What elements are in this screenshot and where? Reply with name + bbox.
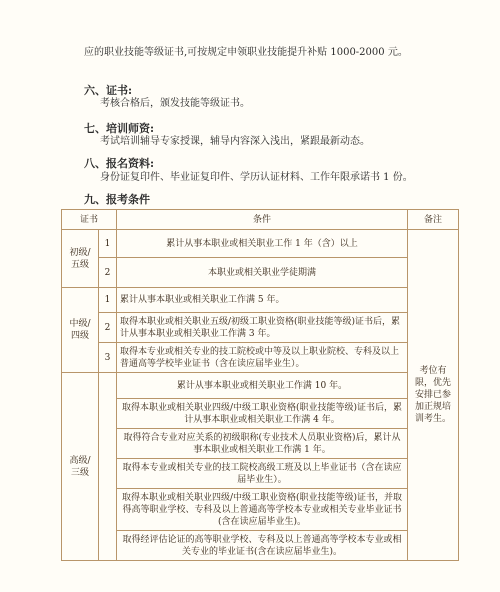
table-row bbox=[62, 399, 459, 429]
condition-cell: 取得本职业或相关职业五级/初级工职业资格(职业技能等级)证书后，累计从事本职业或相关职业工作满 3 年。 bbox=[117, 313, 408, 343]
requirements-table bbox=[61, 209, 459, 561]
table-row bbox=[62, 343, 459, 373]
level-intermediate: 中级/四级 bbox=[62, 288, 99, 373]
section-materials-text: 身份证复印件、毕业证复印件、学历认证材料、工作年限承诺书 1 份。 bbox=[100, 172, 413, 183]
intro-text: 应的职业技能等级证书,可按规定申领职业技能提升补贴 1000-2000 元。 bbox=[84, 47, 408, 58]
section-materials-title: 八、报名资料: bbox=[84, 157, 155, 170]
row-number bbox=[99, 373, 117, 561]
condition-cell: 取得符合专业对应关系的初级职称(专业技术人员职业资格)后，累计从事本职业或相关职业工作满 1 年。 bbox=[117, 429, 408, 459]
table-row bbox=[62, 459, 459, 489]
table-row bbox=[62, 373, 459, 399]
section-certificate-text: 考核合格后，颁发技能等级证书。 bbox=[100, 98, 250, 109]
row-number: 3 bbox=[99, 343, 117, 373]
table-row bbox=[62, 531, 459, 561]
condition-cell: 取得本专业或相关专业的技工院校或中等及以上职业院校、专科及以上普通高等学校毕业证书（含在读应届毕业生）。 bbox=[117, 343, 408, 373]
header-note: 备注 bbox=[408, 210, 459, 230]
condition-cell: 累计从事本职业或相关职业工作满 10 年。 bbox=[117, 373, 408, 399]
condition-cell: 本职业或相关职业学徒期满 bbox=[117, 258, 408, 288]
condition-cell: 累计从事本职业或相关职业工作 1 年（含）以上 bbox=[117, 230, 408, 258]
condition-cell: 取得本职业或相关职业四级/中级工职业资格(职业技能等级)证书，并取得高等职业学校、专科及以上普通高等学校本专业或相关专业毕业证书(含在读应届毕业生)。 bbox=[117, 489, 408, 531]
table-row bbox=[62, 230, 459, 258]
note-cell: 考位有限，优先安排已参加正规培训考生。 bbox=[408, 230, 459, 561]
row-number: 2 bbox=[99, 258, 117, 288]
section-certificate-title: 六、证书: bbox=[84, 84, 133, 97]
table-row bbox=[62, 313, 459, 343]
section-teachers-title: 七、培训师资: bbox=[84, 122, 155, 135]
table-header-row bbox=[62, 210, 459, 230]
condition-cell: 取得本专业或相关专业的技工院校高级工班及以上毕业证书（含在读应届毕业生）。 bbox=[117, 459, 408, 489]
table-row bbox=[62, 288, 459, 313]
level-senior: 高级/三级 bbox=[62, 373, 99, 561]
table-row bbox=[62, 489, 459, 531]
section-requirements-title: 九、报考条件 bbox=[84, 193, 150, 206]
table-row bbox=[62, 258, 459, 288]
header-cert: 证书 bbox=[62, 210, 117, 230]
row-number: 1 bbox=[99, 288, 117, 313]
section-teachers-text: 考试培训辅导专家授课，辅导内容深入浅出，紧跟最新动态。 bbox=[100, 136, 370, 147]
header-condition: 条件 bbox=[117, 210, 408, 230]
row-number: 2 bbox=[99, 313, 117, 343]
level-junior: 初级/五级 bbox=[62, 230, 99, 288]
condition-cell: 取得经评估论证的高等职业学校、专科及以上普通高等学校本专业或相关专业的毕业证书(含在读应届毕业生)。 bbox=[117, 531, 408, 561]
table-row bbox=[62, 429, 459, 459]
condition-cell: 取得本职业或相关职业四级/中级工职业资格(职业技能等级)证书后，累计从事本职业或相关职业工作满 4 年。 bbox=[117, 399, 408, 429]
condition-cell: 累计从事本职业或相关职业工作满 5 年。 bbox=[117, 288, 408, 313]
row-number: 1 bbox=[99, 230, 117, 258]
